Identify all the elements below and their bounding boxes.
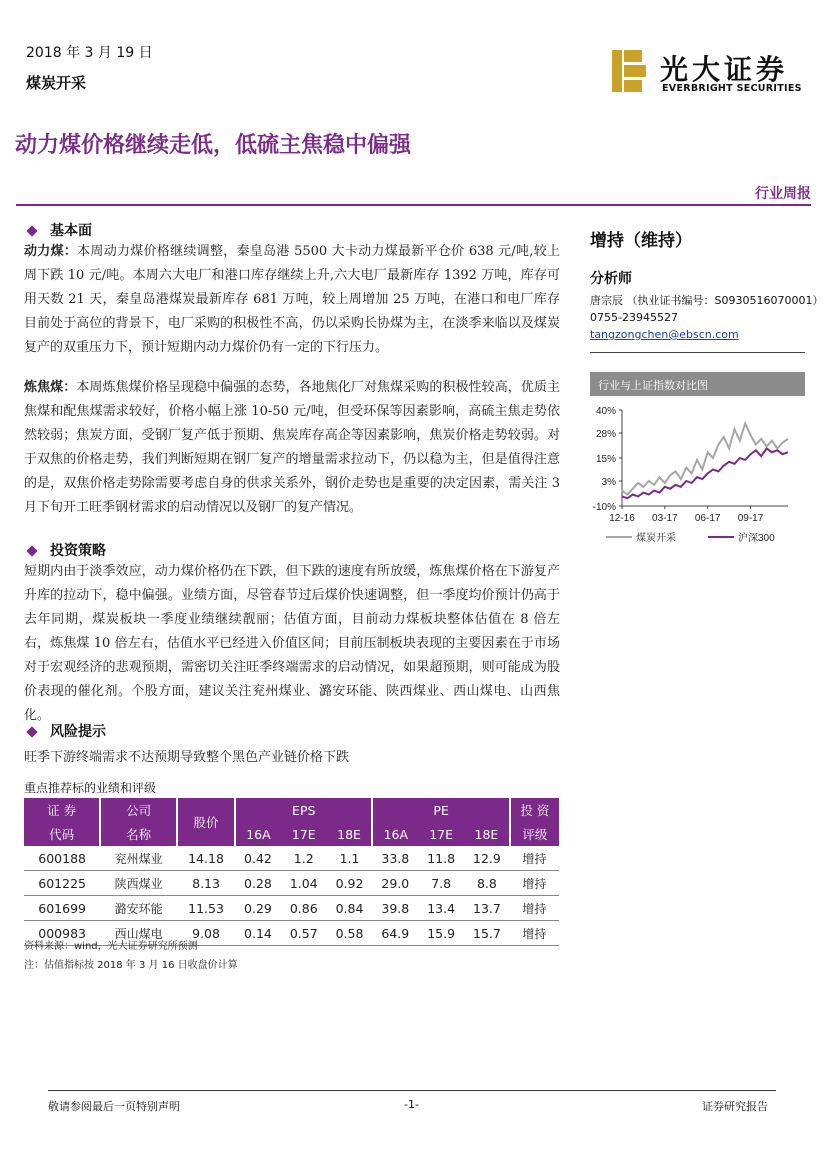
footer-disclaimer: 敬请参阅最后一页特别声明: [48, 1100, 180, 1113]
analyst-email-link[interactable]: tangzongchen@ebscn.com: [590, 328, 739, 341]
cell-pe: 33.8: [372, 846, 418, 871]
analyst-heading: 分析师: [590, 271, 632, 287]
legend-label: 煤炭开采: [636, 533, 676, 544]
cell-price: 9.08: [177, 921, 235, 946]
analyst-phone: 0755-23945527: [590, 311, 678, 324]
cell-eps: 0.42: [235, 846, 281, 871]
footer-report-label: 证券研究报告: [702, 1100, 768, 1113]
analyst-license: （执业证书编号：S0930516070001）: [626, 294, 824, 307]
cell-eps: 0.86: [281, 896, 327, 921]
footer-divider: [48, 1090, 776, 1091]
cell-eps: 1.1: [327, 846, 373, 871]
logo-english-name: EVERBRIGHT SECURITIES: [662, 83, 802, 94]
report-title: 动力煤价格继续走低，低硫主焦稳中偏强: [15, 133, 412, 158]
cell-rating: 增持: [510, 871, 559, 896]
cell-eps: 0.58: [327, 921, 373, 946]
table-source: 资料来源：wind，光大证券研究所预测: [24, 941, 198, 952]
header-price: 股价: [177, 798, 235, 846]
cell-eps: 1.2: [281, 846, 327, 871]
cell-code: 601699: [24, 896, 100, 921]
table-row: [24, 846, 559, 871]
header-eps: EPS: [235, 798, 372, 822]
thermal-coal-paragraph: [24, 240, 560, 360]
cell-pe: 8.8: [464, 871, 510, 896]
cell-eps: 0.29: [235, 896, 281, 921]
risk-heading: 风险提示: [28, 721, 106, 741]
sector-label: 煤炭开采: [26, 74, 87, 92]
y-tick-label: -10%: [592, 502, 616, 513]
cell-price: 8.13: [177, 871, 235, 896]
table-row: [24, 896, 559, 921]
risk-paragraph: 旺季下游终端需求不达预期导致整个黑色产业链价格下跌: [24, 750, 350, 765]
header-name: 公司: [100, 798, 177, 822]
x-tick-label: 09-17: [737, 513, 764, 524]
header-rating-l2: 评级: [510, 822, 559, 846]
strategy-paragraph: 短期内由于淡季效应，动力煤价格仍在下跌，但下跌的速度有所放缓，炼焦煤价格在下游复产升库的拉动下，稳中偏强。业绩方面，尽管春节过后煤价快速调整，但一季度均价预计仍高于去年同期，煤炭板块一季度业绩继续靓丽；估值方面，目前动力煤板块整体估值在 8 倍左右，炼焦煤 10 倍左右，估值水平已经进入价值区间；目前压制板块表现的主要因素在于市场对于宏观经济的悲观预期，需密切关注旺季终端需求的启动情况，如果超预期，则可能成为股价表现的催化剂。个股方面，建议关注兖州煤业、潞安环能、陕西煤业、西山煤电、山西焦化。: [24, 564, 560, 723]
cell-price: 14.18: [177, 846, 235, 871]
cell-eps: 0.28: [235, 871, 281, 896]
table-row: [24, 871, 559, 896]
cell-pe: 64.9: [372, 921, 418, 946]
cell-pe: 13.7: [464, 896, 510, 921]
cell-pe: 12.9: [464, 846, 510, 871]
coking-coal-paragraph: [24, 376, 560, 520]
industry-vs-index-chart: [588, 400, 810, 550]
cell-code: 601225: [24, 871, 100, 896]
header-code: 证 券: [24, 798, 100, 822]
rating: 增持（维持）: [590, 231, 692, 251]
cell-code: 600188: [24, 846, 100, 871]
recommendation-table: [24, 798, 559, 946]
cell-rating: 增持: [510, 921, 559, 946]
cell-eps: 0.57: [281, 921, 327, 946]
cell-rating: 增持: [510, 846, 559, 871]
chart-title: 行业与上证指数对比图: [598, 379, 708, 392]
x-tick-label: 03-17: [652, 513, 678, 524]
coking-coal-label: 炼焦煤：: [24, 380, 77, 395]
cell-pe: 39.8: [372, 896, 418, 921]
table-caption: 重点推荐标的业绩和评级: [24, 781, 157, 795]
table-note: 注：估值指标按 2018 年 3 月 16 日收盘价计算: [24, 960, 238, 971]
diamond-bullet-icon: [26, 545, 37, 556]
cell-pe: 29.0: [372, 871, 418, 896]
header-year: 17E: [281, 822, 327, 846]
cell-eps: 0.14: [235, 921, 281, 946]
fundamentals-heading: 基本面: [28, 220, 92, 240]
cell-name: 西山煤电: [100, 921, 177, 946]
cell-name: 潞安环能: [100, 896, 177, 921]
cell-pe: 15.9: [418, 921, 464, 946]
cell-rating: 增持: [510, 896, 559, 921]
header-year: 16A: [235, 822, 281, 846]
cell-name: 兖州煤业: [100, 846, 177, 871]
thermal-coal-label: 动力煤：: [24, 244, 78, 259]
header-year: 18E: [327, 822, 373, 846]
header-year: 17E: [418, 822, 464, 846]
y-tick-label: 28%: [595, 429, 616, 441]
cell-eps: 1.04: [281, 871, 327, 896]
cell-name: 陕西煤业: [100, 871, 177, 896]
thermal-coal-text: 本周动力煤价格继续调整，秦皇岛港 5500 大卡动力煤最新平仓价 638 元/吨,较上周下跌 10 元/吨。本周六大电厂和港口库存继续上升,六大电厂最新库存 1392 万吨，库存可用天数 21 天，秦皇岛港煤炭最新库存 681 万吨，较上周增加 25 万吨，在港口和电厂库存目前处于高位的背景下，电厂采购的积极性不高，仍以采购长协煤为主，在淡季来临以及煤炭复产的双重压力下，预计短期内动力煤价仍有一定的下行压力。: [24, 244, 560, 355]
header-rating: 投 资: [510, 798, 559, 822]
cell-pe: 15.7: [464, 921, 510, 946]
cell-eps: 0.84: [327, 896, 373, 921]
cell-eps: 0.92: [327, 871, 373, 896]
x-tick-label: 06-17: [694, 513, 721, 524]
analyst-name: 唐宗辰: [590, 294, 623, 307]
legend-label: 沪深300: [738, 533, 775, 544]
header-divider: [16, 204, 811, 206]
y-tick-label: 15%: [595, 454, 616, 465]
cell-pe: 7.8: [418, 871, 464, 896]
cell-price: 11.53: [177, 896, 235, 921]
diamond-bullet-icon: [26, 726, 37, 737]
cell-code: 000983: [24, 921, 100, 946]
header-pe: PE: [372, 798, 509, 822]
report-type: 行业周报: [755, 186, 811, 202]
coking-coal-text: 本周炼焦煤价格呈现稳中偏强的态势，各地焦化厂对焦煤采购的积极性较高，优质主焦煤和配焦煤需求较好，价格小幅上涨 10-50 元/吨，但受环保等因素影响，高硫主焦走势依然较弱；焦炭方面，受钢厂复产低于预期、焦炭库存高企等因素影响，焦炭价格走势较弱。对于双焦的价格走势，我们判断短期在钢厂复产的增量需求拉动下，仍以稳为主，但是值得注意的是，双焦价格走势除需要考虑自身的供求关系外，钢价走势也是重要的决定因素，需关注 3 月下旬开工旺季钢材需求的启动情况以及钢厂的复产情况。: [24, 380, 560, 515]
y-tick-label: 40%: [595, 406, 616, 417]
header-year: 18E: [464, 822, 510, 846]
cell-pe: 13.4: [418, 896, 464, 921]
logo-chinese-name: 光大证券: [660, 53, 789, 86]
diamond-bullet-icon: [26, 225, 37, 236]
everbright-logo-icon: [612, 50, 646, 92]
series-line-coal-mining: [622, 423, 788, 494]
page-number: -1-: [404, 1098, 419, 1111]
x-tick-label: 12-16: [609, 513, 635, 524]
report-date: 2018 年 3 月 19 日: [26, 45, 153, 61]
strategy-heading: 投资策略: [28, 540, 106, 560]
header-code-l2: 代码: [24, 822, 100, 846]
header-year: 16A: [372, 822, 418, 846]
analyst-info: [590, 292, 823, 343]
header-name-l2: 名称: [100, 822, 177, 846]
cell-pe: 11.8: [418, 846, 464, 871]
sidebar-divider: [590, 352, 805, 353]
y-tick-label: 3%: [601, 477, 616, 489]
series-line-csi300: [622, 448, 788, 498]
